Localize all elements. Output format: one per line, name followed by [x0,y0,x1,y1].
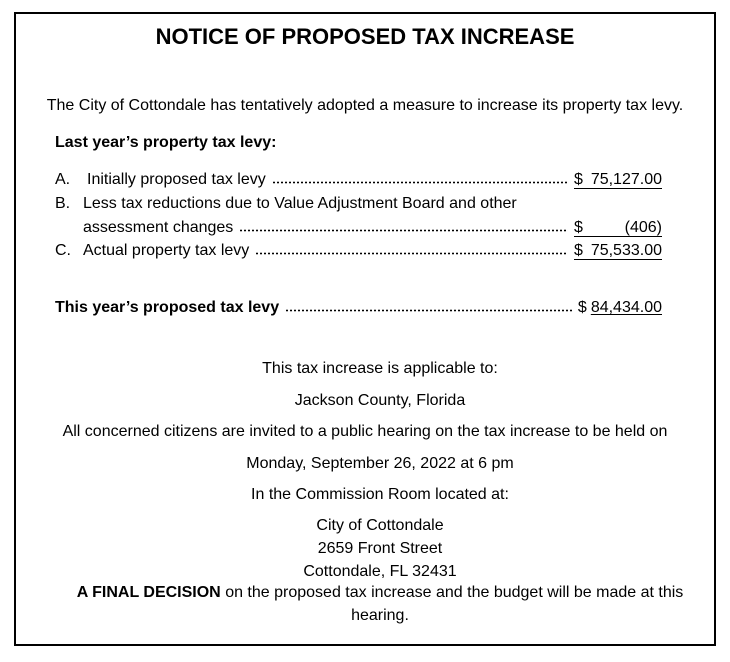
currency-symbol: $ [574,242,583,259]
amount-value: (406) [624,219,662,236]
final-decision-continued: hearing. [351,607,409,624]
dot-leader [255,252,568,255]
hearing-datetime: Monday, September 26, 2022 at 6 pm [246,455,514,472]
item-amount [574,219,662,237]
currency-symbol: $ [577,299,587,316]
last-year-heading: Last year’s property tax levy: [55,134,277,151]
dot-leader [285,309,572,312]
levy-item-b [55,194,662,214]
item-letter: C. [55,242,71,259]
notice-box [14,12,716,646]
dot-leader [239,229,568,232]
item-label: Actual property tax levy [83,242,250,259]
final-decision-text: on the proposed tax increase and the budget will be made at this [225,584,684,601]
item-amount [574,171,662,189]
amount-value: 75,127.00 [590,171,662,188]
amount-value: 84,434.00 [590,299,662,316]
hearing-invitation: All concerned citizens are invited to a public hearing on the tax increase to be held on [62,423,668,440]
jurisdiction: Jackson County, Florida [294,392,466,409]
address-line-2: 2659 Front Street [317,540,443,557]
applicability-intro: This tax increase is applicable to: [262,360,498,377]
item-label: Less tax reductions due to Value Adjustment Board and other [83,195,517,212]
this-year-levy [55,298,662,318]
currency-symbol: $ [574,171,583,188]
levy-item-b-continued [55,218,662,238]
item-label: Initially proposed tax levy [87,171,266,188]
amount-value: 75,533.00 [590,242,662,259]
notice-title: NOTICE OF PROPOSED TAX INCREASE [155,24,575,49]
item-label-continued: assessment changes [83,219,234,236]
item-amount [574,242,662,260]
address-line-1: City of Cottondale [316,517,444,534]
final-decision-statement [46,583,714,603]
levy-item-a [55,170,662,190]
this-year-label: This year’s proposed tax levy [55,299,280,316]
dot-leader [272,181,568,184]
this-year-amount [578,298,662,318]
intro-statement: The City of Cottondale has tentatively adopted a measure to increase its property tax levy. [46,97,684,114]
item-letter: A. [55,171,71,188]
item-letter: B. [55,195,71,212]
final-decision-emphasis: A FINAL DECISION [76,584,221,601]
levy-item-c [55,241,662,261]
address-line-3: Cottondale, FL 32431 [303,563,457,580]
currency-symbol: $ [574,219,583,236]
hearing-location-intro: In the Commission Room located at: [251,486,509,503]
